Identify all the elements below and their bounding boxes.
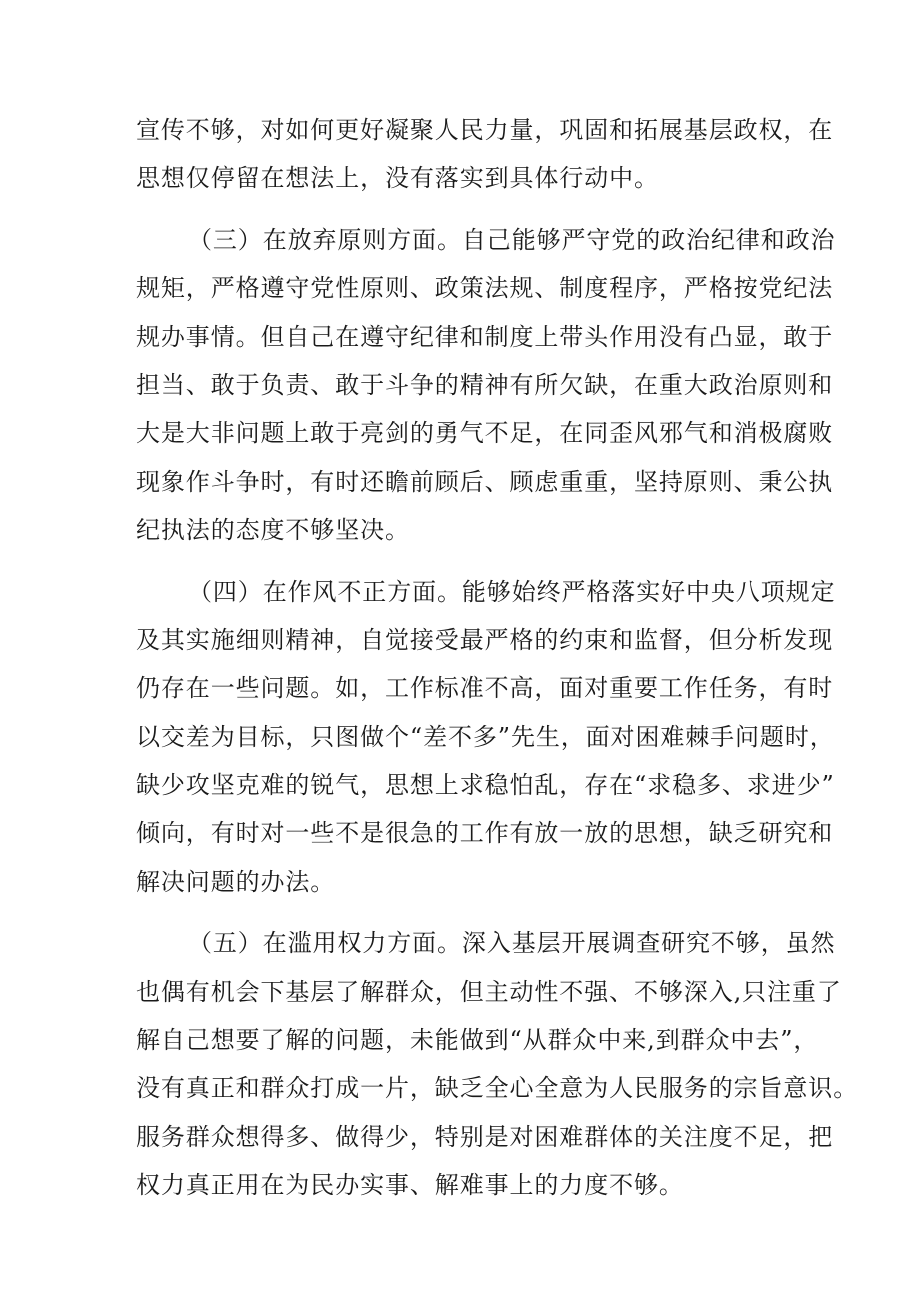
paragraph-continuation — [136, 106, 834, 203]
paragraph-line: 也偶有机会下基层了解群众，但主动性不强、不够深入,只注重了 — [136, 977, 842, 1006]
paragraph-section-5 — [136, 919, 859, 1209]
paragraph-line: 规办事情。但自己在遵守纪律和制度上带头作用没有凸显，敢于 — [136, 322, 834, 351]
paragraph-line: 担当、敢于负责、敢于斗争的精神有所欠缺，在重大政治原则和 — [136, 370, 834, 399]
paragraph-line: 解决问题的办法。 — [136, 867, 336, 896]
paragraph-line: 纪执法的态度不够坚决。 — [136, 516, 410, 545]
paragraph-line: 权力真正用在为民办实事、解难事上的力度不够。 — [136, 1171, 684, 1200]
paragraph-line: 规矩，严格遵守党性原则、政策法规、制度程序，严格按党纪法 — [136, 274, 834, 303]
paragraph-section-4 — [136, 568, 836, 907]
paragraph-line: 倾向，有时对一些不是很急的工作有放一放的思想，缺乏研究和 — [136, 819, 834, 848]
paragraph-line: 思想仅停留在想法上，没有落实到具体行动中。 — [136, 164, 659, 193]
paragraph-line: （三）在放弃原则方面。自己能够严守党的政治纪律和政治 — [188, 225, 836, 254]
document-body — [136, 106, 859, 1210]
paragraph-line: 大是大非问题上敢于亮剑的勇气不足，在同歪风邪气和消极腐败 — [136, 419, 834, 448]
paragraph-line: 服务群众想得多、做得少，特别是对困难群体的关注度不足，把 — [136, 1122, 834, 1151]
paragraph-line: 解自己想要了解的问题，未能做到“从群众中来,到群众中去”， — [136, 1026, 819, 1055]
paragraph-line: （五）在滥用权力方面。深入基层开展调查研究不够，虽然 — [188, 929, 836, 958]
paragraph-line: 仍存在一些问题。如，工作标准不高，面对重要工作任务，有时 — [136, 674, 834, 703]
paragraph-line: 缺少攻坚克难的锐气，思想上求稳怕乱，存在“求稳多、求进少” — [136, 771, 835, 800]
paragraph-line: 及其实施细则精神，自觉接受最严格的约束和监督，但分析发现 — [136, 625, 834, 654]
paragraph-line: 没有真正和群众打成一片，缺乏全心全意为人民服务的宗旨意识。 — [136, 1074, 859, 1103]
paragraph-line: 以交差为目标，只图做个“差不多”先生，面对困难棘手问题时， — [136, 722, 835, 751]
paragraph-line: （四）在作风不正方面。能够始终严格落实好中央八项规定 — [188, 577, 836, 606]
paragraph-line: 宣传不够，对如何更好凝聚人民力量，巩固和拓展基层政权，在 — [136, 116, 834, 144]
paragraph-section-3 — [136, 216, 836, 555]
paragraph-line: 现象作斗争时，有时还瞻前顾后、顾虑重重，坚持原则、秉公执 — [136, 467, 834, 496]
